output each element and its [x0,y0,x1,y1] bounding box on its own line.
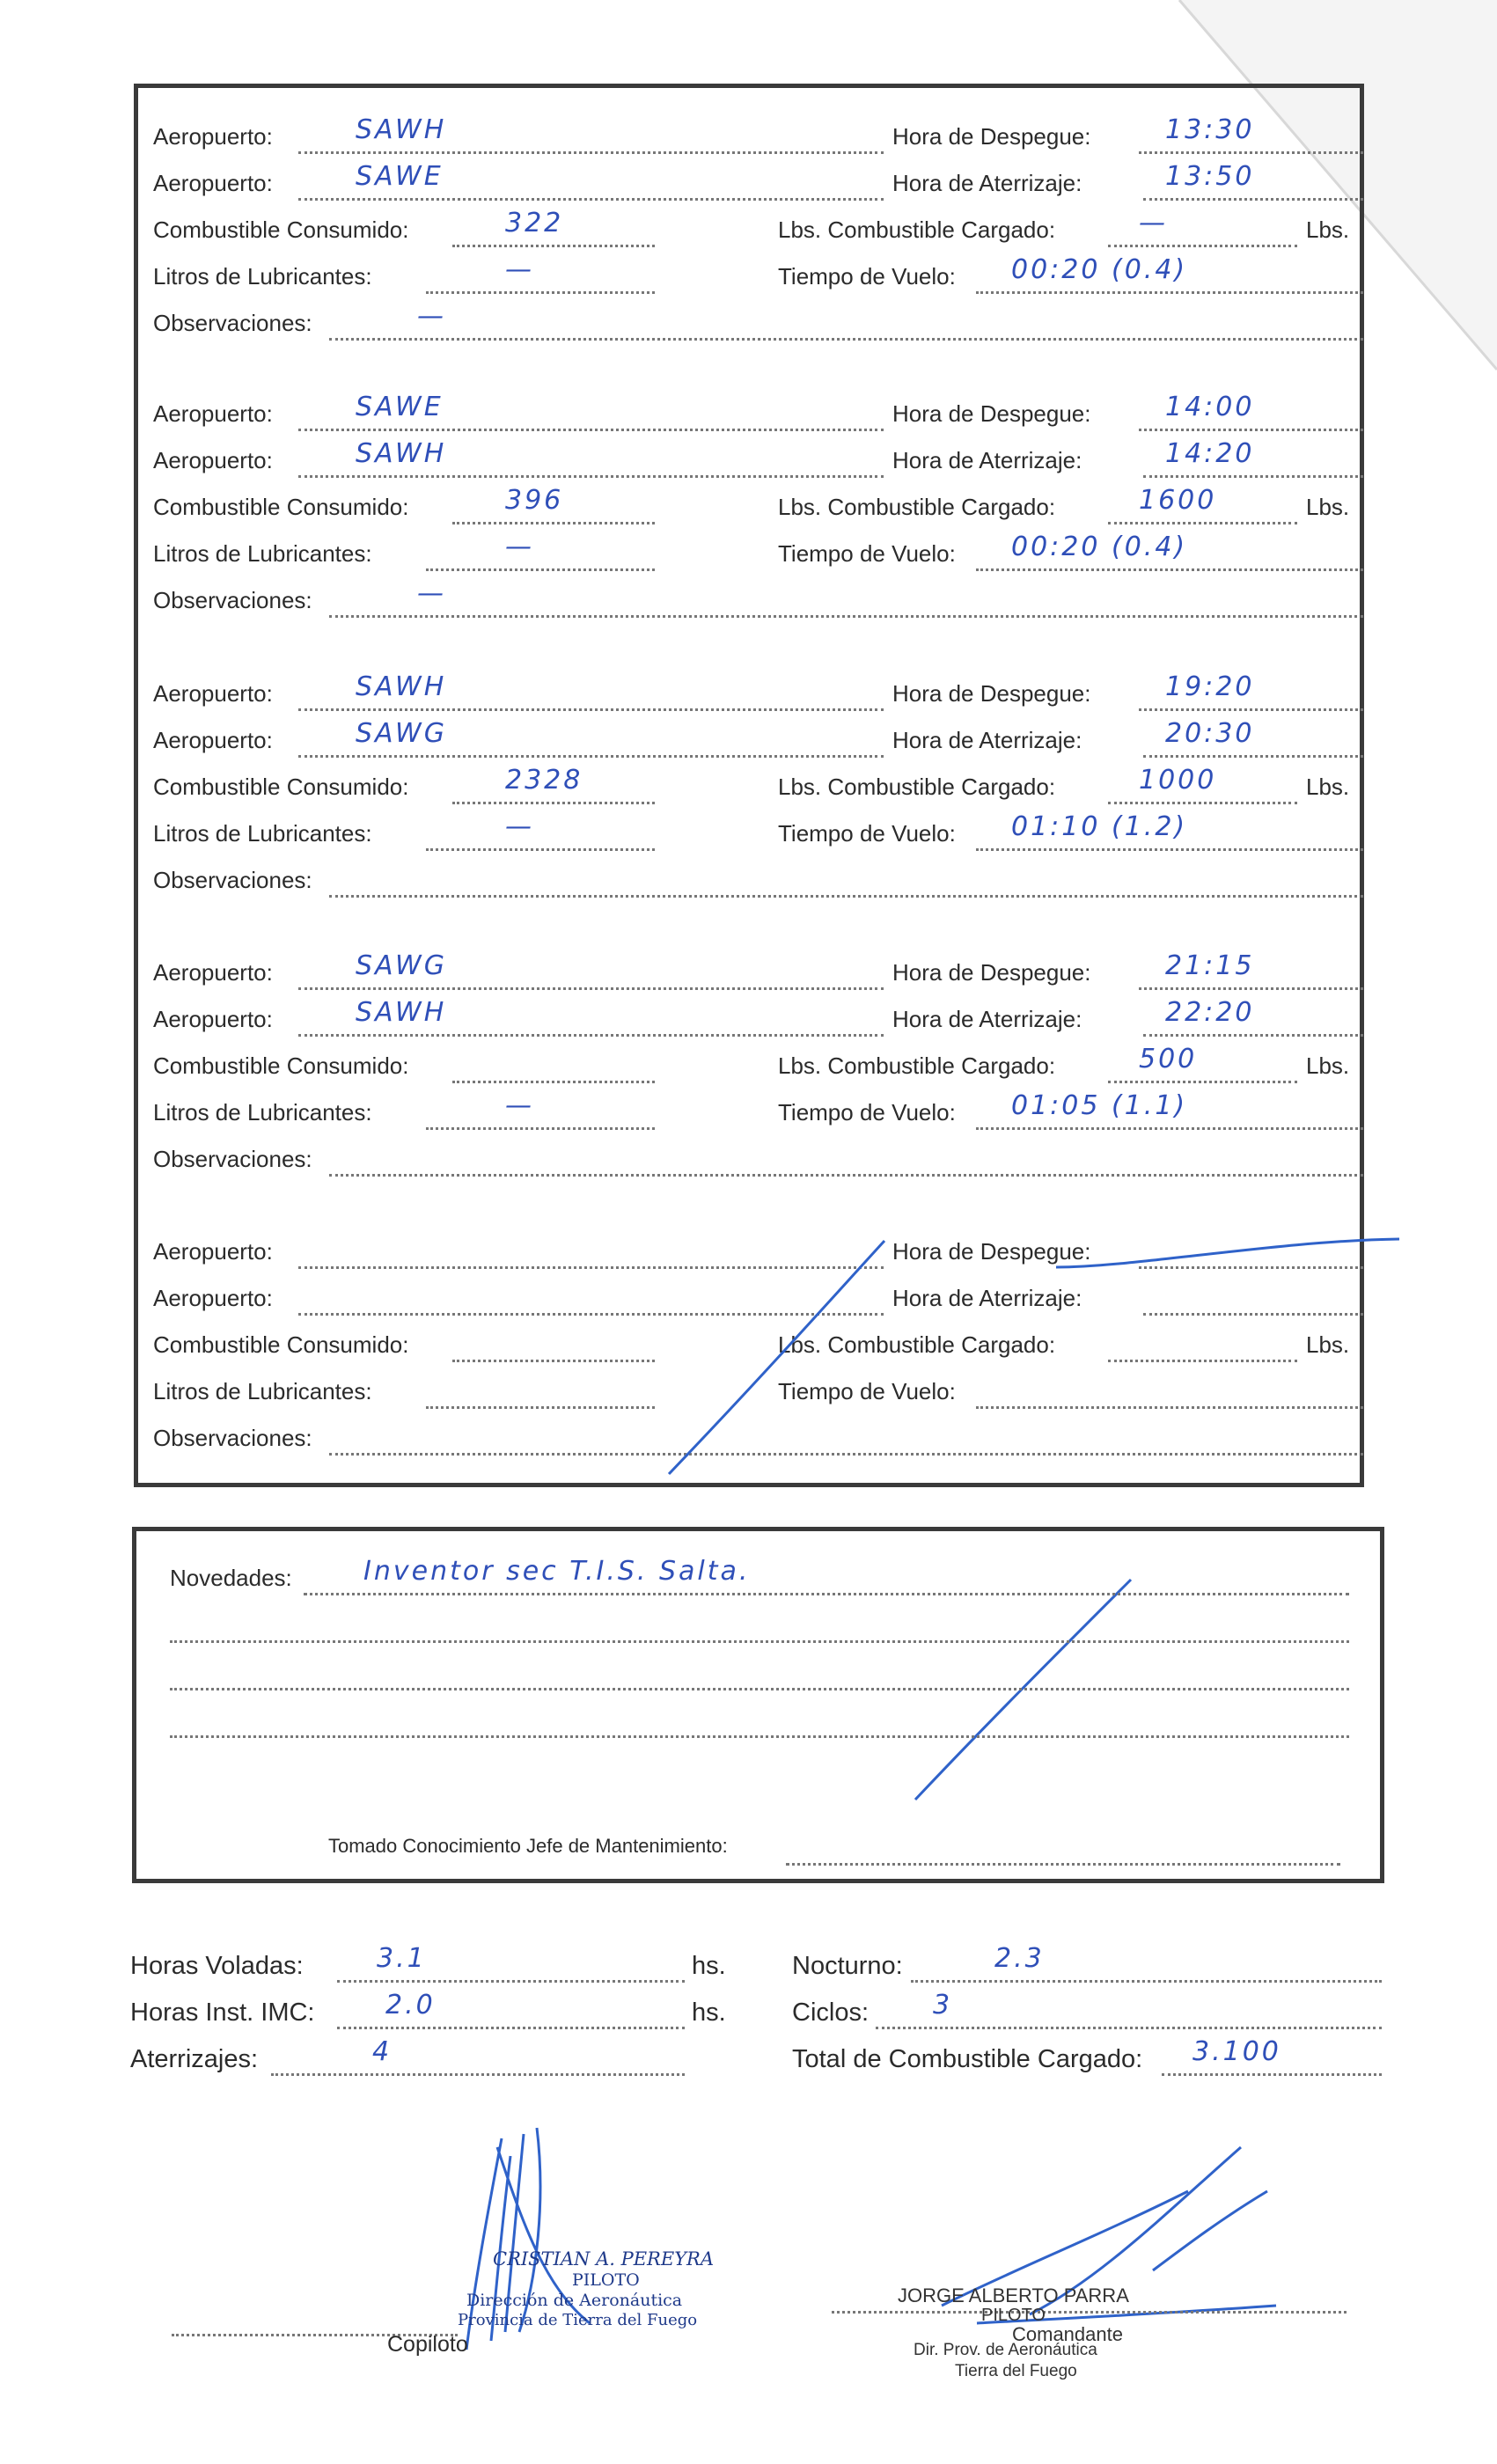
novedades-text: Inventor sec T.I.S. Salta. [363,1556,751,1587]
novedades-section [132,1527,1384,1883]
aeropuerto-salida-value: SAWE [356,392,444,422]
aeropuerto-llegada-value: SAWH [356,438,447,469]
horas-voladas-value: 3.1 [377,1943,427,1974]
observaciones-label: Observaciones: [153,310,312,336]
hora-aterrizaje-value: 20:30 [1165,718,1255,749]
lbs-unit: Lbs. [1306,1331,1350,1358]
comandante-role: PILOTO [981,2306,1046,2325]
lbs-unit: Lbs. [1306,1052,1350,1079]
aterrizajes-value: 4 [372,2036,393,2067]
hs-unit-2: hs. [692,1998,726,2027]
hora-aterrizaje-label: Hora de Aterrizaje: [892,447,1082,473]
aeropuerto-llegada-value: SAWH [356,997,447,1028]
litros-lubricantes-value: — [505,532,534,562]
aeropuerto-salida-value: SAWH [356,114,447,145]
combustible-cargado-value: 500 [1139,1044,1198,1074]
combustible-cargado-value: — [1139,208,1168,238]
hs-unit: hs. [692,1952,726,1980]
nocturno-label: Nocturno: [792,1952,903,1980]
copiloto-stamp-name: CRISTIAN A. PEREYRA [493,2248,715,2270]
hora-despegue-label: Hora de Despegue: [892,680,1091,707]
combustible-consumido-value: 322 [505,208,564,238]
aeropuerto-label: Aeropuerto: [153,123,273,150]
copiloto-stamp-org: Dirección de Aeronáutica [466,2291,683,2310]
hora-aterrizaje-label: Hora de Aterrizaje: [892,1006,1082,1032]
combustible-consumido-value: 396 [505,485,564,516]
ciclos-value: 3 [933,1990,953,2020]
observaciones-label: Observaciones: [153,1146,312,1172]
litros-lubricantes-label: Litros de Lubricantes: [153,1099,372,1126]
copiloto-label: Copiloto [387,2332,468,2357]
comandante-label: Comandante [1012,2323,1123,2345]
hora-despegue-label: Hora de Despegue: [892,400,1091,427]
aterrizajes-label: Aterrizajes: [130,2045,259,2073]
lbs-unit: Lbs. [1306,216,1350,243]
tiempo-vuelo-value: 00:20 (0.4) [1011,532,1188,562]
hora-despegue-value: 13:30 [1165,114,1255,145]
aeropuerto-label: Aeropuerto: [153,400,273,427]
hora-despegue-label: Hora de Despegue: [892,1238,1091,1265]
combustible-cargado-value: 1600 [1139,485,1217,516]
mantenimiento-label: Tomado Conocimiento Jefe de Mantenimiento: [328,1835,728,1857]
combustible-cargado-label: Lbs. Combustible Cargado: [778,1052,1056,1079]
comandante-name: JORGE ALBERTO PARRA [898,2284,1129,2306]
combustible-consumido-label: Combustible Consumido: [153,1052,409,1079]
aeropuerto-label: Aeropuerto: [153,1285,273,1311]
combustible-consumido-value: 2328 [505,765,583,796]
observaciones-label: Observaciones: [153,867,312,893]
combustible-cargado-label: Lbs. Combustible Cargado: [778,494,1056,520]
hora-despegue-value: 21:15 [1165,950,1255,981]
tiempo-vuelo-label: Tiempo de Vuelo: [778,1378,956,1404]
litros-lubricantes-label: Litros de Lubricantes: [153,820,372,847]
aeropuerto-label: Aeropuerto: [153,727,273,753]
nocturno-value: 2.3 [994,1943,1045,1974]
total-combustible-label: Total de Combustible Cargado: [792,2045,1143,2073]
aeropuerto-label: Aeropuerto: [153,1238,273,1265]
aeropuerto-llegada-value: SAWE [356,161,444,192]
litros-lubricantes-label: Litros de Lubricantes: [153,540,372,567]
total-combustible-value: 3.100 [1192,2036,1281,2067]
litros-lubricantes-value: — [505,254,534,285]
litros-lubricantes-label: Litros de Lubricantes: [153,263,372,290]
observaciones-value: — [417,301,446,332]
lbs-unit: Lbs. [1306,494,1350,520]
combustible-consumido-label: Combustible Consumido: [153,774,409,800]
hora-aterrizaje-value: 13:50 [1165,161,1255,192]
observaciones-value: — [417,578,446,609]
tiempo-vuelo-label: Tiempo de Vuelo: [778,540,956,567]
observaciones-label: Observaciones: [153,1425,312,1451]
hora-aterrizaje-label: Hora de Aterrizaje: [892,1285,1082,1311]
aeropuerto-salida-value: SAWG [356,950,447,981]
horas-imc-value: 2.0 [385,1990,436,2020]
combustible-cargado-label: Lbs. Combustible Cargado: [778,216,1056,243]
combustible-consumido-label: Combustible Consumido: [153,1331,409,1358]
hora-aterrizaje-label: Hora de Aterrizaje: [892,727,1082,753]
copiloto-stamp-role: PILOTO [572,2270,640,2290]
litros-lubricantes-value: — [505,1090,534,1121]
combustible-consumido-label: Combustible Consumido: [153,216,409,243]
hora-despegue-value: 19:20 [1165,671,1255,702]
ciclos-label: Ciclos: [792,1998,870,2027]
observaciones-label: Observaciones: [153,587,312,613]
litros-lubricantes-label: Litros de Lubricantes: [153,1378,372,1404]
aeropuerto-label: Aeropuerto: [153,1006,273,1032]
tiempo-vuelo-value: 01:10 (1.2) [1011,811,1188,842]
hora-despegue-label: Hora de Despegue: [892,959,1091,986]
aeropuerto-label: Aeropuerto: [153,959,273,986]
combustible-cargado-label: Lbs. Combustible Cargado: [778,774,1056,800]
aeropuerto-salida-value: SAWH [356,671,447,702]
novedades-label: Novedades: [170,1565,292,1591]
hora-aterrizaje-value: 22:20 [1165,997,1255,1028]
combustible-cargado-label: Lbs. Combustible Cargado: [778,1331,1056,1358]
combustible-cargado-value: 1000 [1139,765,1217,796]
combustible-consumido-label: Combustible Consumido: [153,494,409,520]
tiempo-vuelo-label: Tiempo de Vuelo: [778,1099,956,1126]
tiempo-vuelo-value: 00:20 (0.4) [1011,254,1188,285]
litros-lubricantes-value: — [505,811,534,842]
hora-despegue-value: 14:00 [1165,392,1255,422]
comandante-org: Dir. Prov. de Aeronáutica [914,2341,1097,2359]
tiempo-vuelo-label: Tiempo de Vuelo: [778,820,956,847]
aeropuerto-label: Aeropuerto: [153,170,273,196]
hora-aterrizaje-label: Hora de Aterrizaje: [892,170,1082,196]
tiempo-vuelo-value: 01:05 (1.1) [1011,1090,1188,1121]
tiempo-vuelo-label: Tiempo de Vuelo: [778,263,956,290]
aeropuerto-label: Aeropuerto: [153,447,273,473]
aeropuerto-label: Aeropuerto: [153,680,273,707]
aeropuerto-llegada-value: SAWG [356,718,447,749]
horas-imc-label: Horas Inst. IMC: [130,1998,315,2027]
hora-aterrizaje-value: 14:20 [1165,438,1255,469]
comandante-prov: Tierra del Fuego [955,2362,1077,2380]
hora-despegue-label: Hora de Despegue: [892,123,1091,150]
copiloto-stamp-prov: Provincia de Tierra del Fuego [458,2311,698,2329]
horas-voladas-label: Horas Voladas: [130,1952,304,1980]
lbs-unit: Lbs. [1306,774,1350,800]
